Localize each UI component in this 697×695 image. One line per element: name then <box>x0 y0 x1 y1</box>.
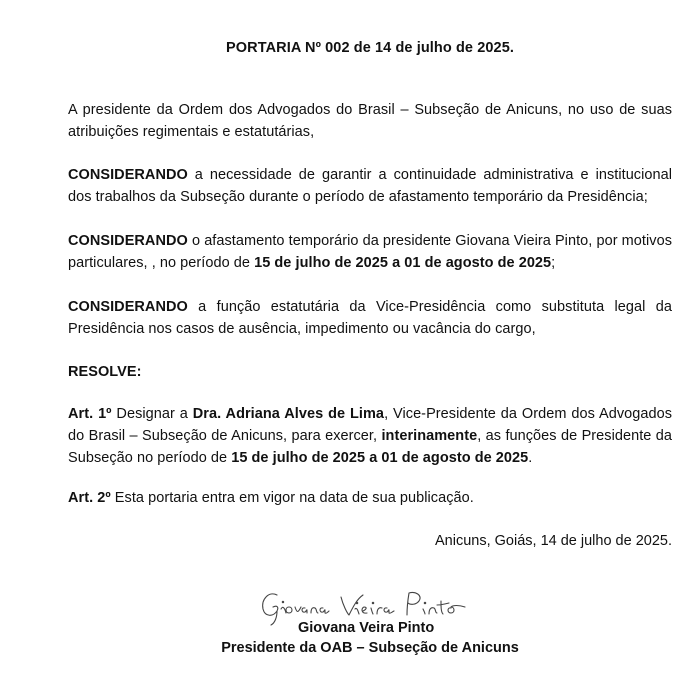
designee-name: Dra. Adriana Alves de Lima <box>192 406 385 422</box>
article-1-text: , Vice-Presidente da Ordem dos Advogados do Brasil – Subseção de Anicuns, para exercer, <box>68 406 673 444</box>
place-and-date: Anicuns, Goiás, 14 de julho de 2025. <box>435 533 672 549</box>
article-1-label: Art. 1º <box>68 406 112 422</box>
article-1 <box>68 403 672 469</box>
signer-role: Presidente da OAB – Subseção de Anicuns <box>221 640 519 656</box>
considerando-paragraph-2 <box>68 230 672 274</box>
leave-period: 15 de julho de 2025 a 01 de agosto de 2025 <box>254 255 552 271</box>
considerando-keyword: CONSIDERANDO <box>68 299 188 315</box>
signer-name: Giovana Veira Pinto <box>298 620 435 636</box>
considerando-text: o afastamento temporário da presidente Giovana Vieira Pinto, por motivos particulares, , no período de <box>68 233 672 271</box>
interim-term: interinamente <box>381 428 478 444</box>
considerando-text: a função estatutária da Vice-Presidência como substituta legal da Presidência nos casos de ausência, impedimento ou vacância do cargo, <box>68 299 672 337</box>
resolve-label: RESOLVE: <box>68 364 142 380</box>
considerando-keyword: CONSIDERANDO <box>68 233 188 249</box>
considerando-paragraph-1 <box>68 164 672 208</box>
considerando-keyword: CONSIDERANDO <box>68 167 188 183</box>
article-2-text: Esta portaria entra em vigor na data de sua publicação. <box>110 490 474 506</box>
article-1-text: Designar a <box>111 406 193 422</box>
article-1-text: , as funções de Presidente da Subseção no período de <box>68 428 672 466</box>
article-2-label: Art. 2º <box>68 490 111 506</box>
article-2 <box>68 487 672 509</box>
considerando-text-end: ; <box>551 255 556 271</box>
interim-period: 15 de julho de 2025 a 01 de agosto de 2025 <box>231 450 529 466</box>
considerando-paragraph-3 <box>68 296 672 340</box>
document-title: PORTARIA Nº 002 de 14 de julho de 2025. <box>225 40 514 56</box>
resolve-heading <box>68 361 672 383</box>
intro-paragraph: A presidente da Ordem dos Advogados do Brasil – Subseção de Anicuns, no uso de suas atribuições regimentais e estatutárias, <box>68 102 672 140</box>
considerando-text: a necessidade de garantir a continuidade administrativa e institucional dos trabalhos da Subseção durante o período de afastamento temporário da Presidência; <box>68 167 672 205</box>
article-1-text-end: . <box>528 450 533 466</box>
